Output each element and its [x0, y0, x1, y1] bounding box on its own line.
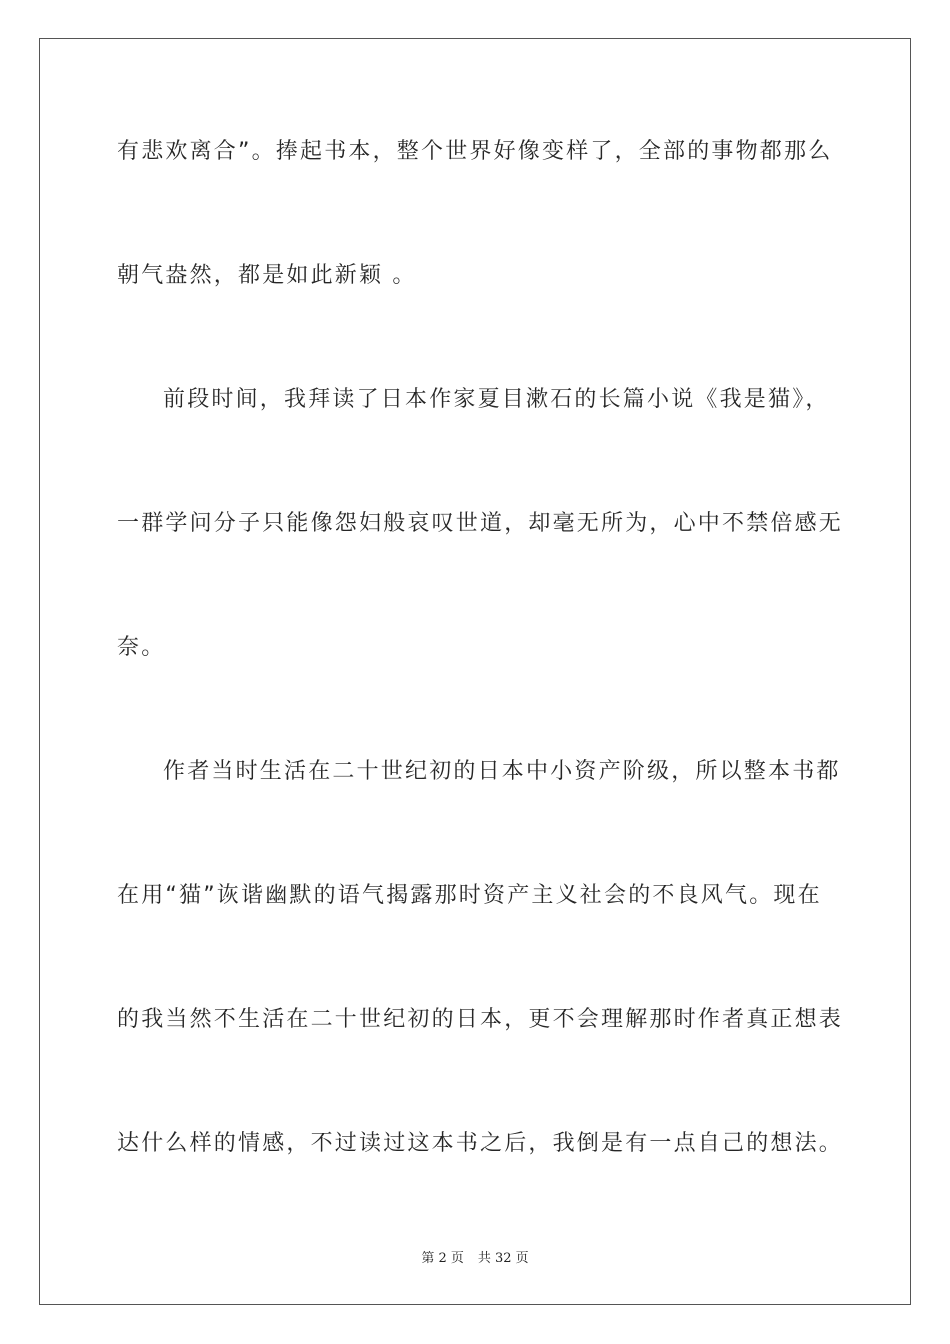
- text-line: 在用“猫”诙谐幽默的语气揭露那时资产主义社会的不良风气。现在: [117, 883, 822, 908]
- page-number: 第 2 页: [421, 1251, 464, 1266]
- text-line: 有悲欢离合”。捧起书本，整个世界好像变样了，全部的事物都那么: [117, 139, 833, 164]
- page-border: [39, 38, 911, 1305]
- text-line: 达什么样的情感，不过读过这本书之后，我倒是有一点自己的想法。: [117, 1131, 844, 1156]
- text-line: 奈。: [117, 635, 166, 660]
- page-total: 共 32 页: [477, 1251, 529, 1266]
- page-footer: [0, 1247, 950, 1266]
- paragraph-start-line: 作者当时生活在二十世纪初的日本中小资产阶级，所以整本书都: [163, 759, 841, 784]
- paragraph-start-line: 前段时间，我拜读了日本作家夏目漱石的长篇小说《我是猫》，: [163, 387, 830, 412]
- text-line: 的我当然不生活在二十世纪初的日本，更不会理解那时作者真正想表: [117, 1007, 844, 1032]
- text-line: 朝气盎然，都是如此新颖 。: [117, 263, 417, 288]
- text-line: 一群学问分子只能像怨妇般哀叹世道，却毫无所为，心中不禁倍感无: [117, 511, 844, 536]
